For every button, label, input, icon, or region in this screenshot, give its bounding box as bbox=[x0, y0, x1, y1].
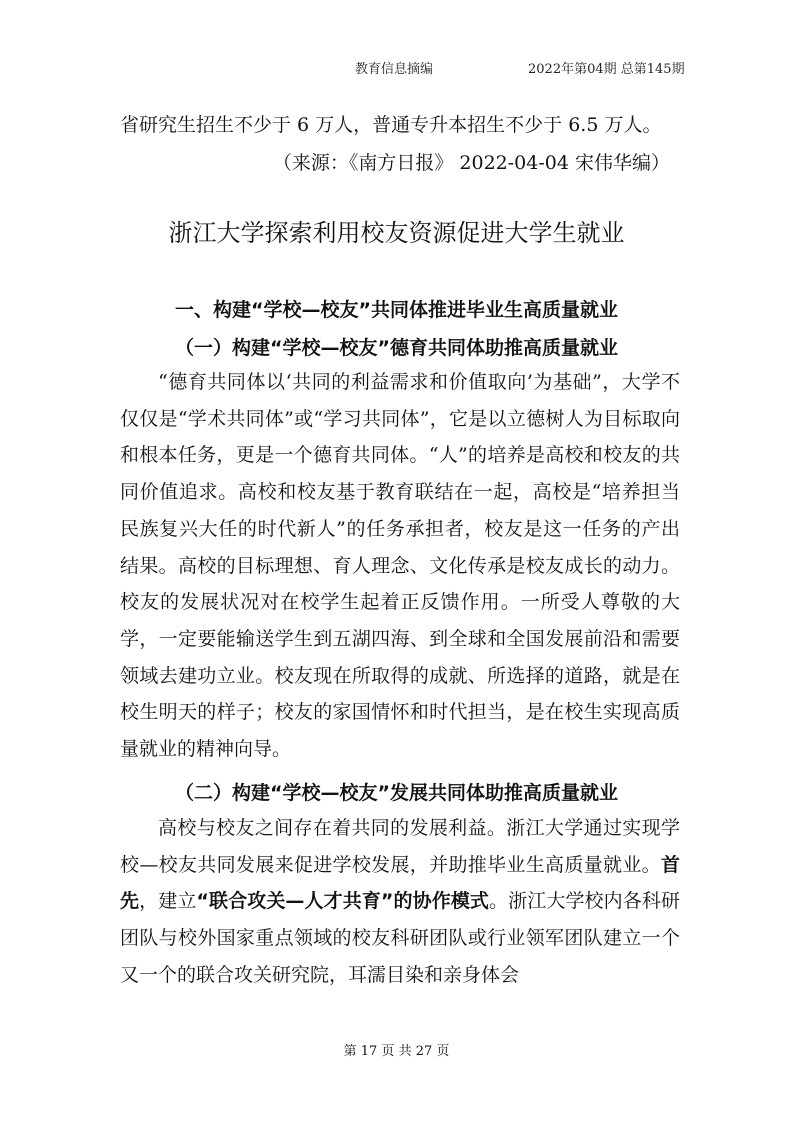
subsection-heading-1: （一）构建“学校—校友”德育共同体助推高质量就业 bbox=[175, 337, 618, 359]
section-heading: 一、构建“学校—校友”共同体推进毕业生高质量就业 bbox=[175, 299, 618, 321]
emphasis-text: “联合攻关—人才共育”的协作模式 bbox=[196, 890, 490, 913]
paragraph: “德育共同体以‘共同的利益需求和价值取向’为基础”，大学不仅仅是“学术共同体”或“学习共同体”，它是以立德树人为目标取向和根本任务，更是一个德育共同体。“人”的培养是高校和校友的共同价值追求。高校和校友基于教育联结在一起，高校是“培养担当民族复兴大任的时代新人”的任务承担者，校友是这一任务的产出结果。高校的目标理想、育人理念、文化传承是校友成长的动力。校友的发展状况对在校学生起着正反馈作用。一所受人尊敬的大学，一定要能输送学生到五湖四海、到全球和全国发展前沿和需要领域去建功立业。校友现在所取得的成就、所选择的道路，就是在校生明天的样子；校友的家国情怀和时代担当，是在校生实现高质量就业的精神向导。 bbox=[120, 371, 680, 761]
paragraph bbox=[120, 810, 680, 994]
paragraph-text: 。浙江大学校内各科研团队与校外国家重点领域的校友科研团队或行业领军团队建立一个又一个的联合攻关研究院，耳濡目染和亲身体会 bbox=[120, 890, 680, 986]
article-title: 浙江大学探索利用校友资源促进大学生就业 bbox=[168, 219, 625, 247]
subsection-2-body bbox=[120, 810, 680, 994]
paragraph-text: ，建立 bbox=[139, 890, 197, 913]
paragraph-text: 高校与校友之间存在着共同的发展利益。浙江大学通过实现学校—校友共同发展来促进学校发展，并助推毕业生高质量就业。 bbox=[120, 817, 680, 876]
publication-name: 教育信息摘编 bbox=[355, 62, 434, 77]
previous-article-tail: 省研究生招生不少于 6 万人，普通专升本招生不少于 6.5 万人。 bbox=[120, 114, 662, 136]
subsection-1-body bbox=[120, 364, 680, 768]
page-number: 第 17 页 共 27 页 bbox=[343, 1044, 450, 1059]
emphasis-text: 首先 bbox=[120, 853, 680, 913]
issue-info: 2022年第04期 总第145期 bbox=[528, 62, 685, 77]
previous-article-source: （来源：《南方日报》 2022-04-04 宋伟华编） bbox=[272, 152, 670, 174]
subsection-heading-2: （二）构建“学校—校友”发展共同体助推高质量就业 bbox=[175, 782, 618, 804]
